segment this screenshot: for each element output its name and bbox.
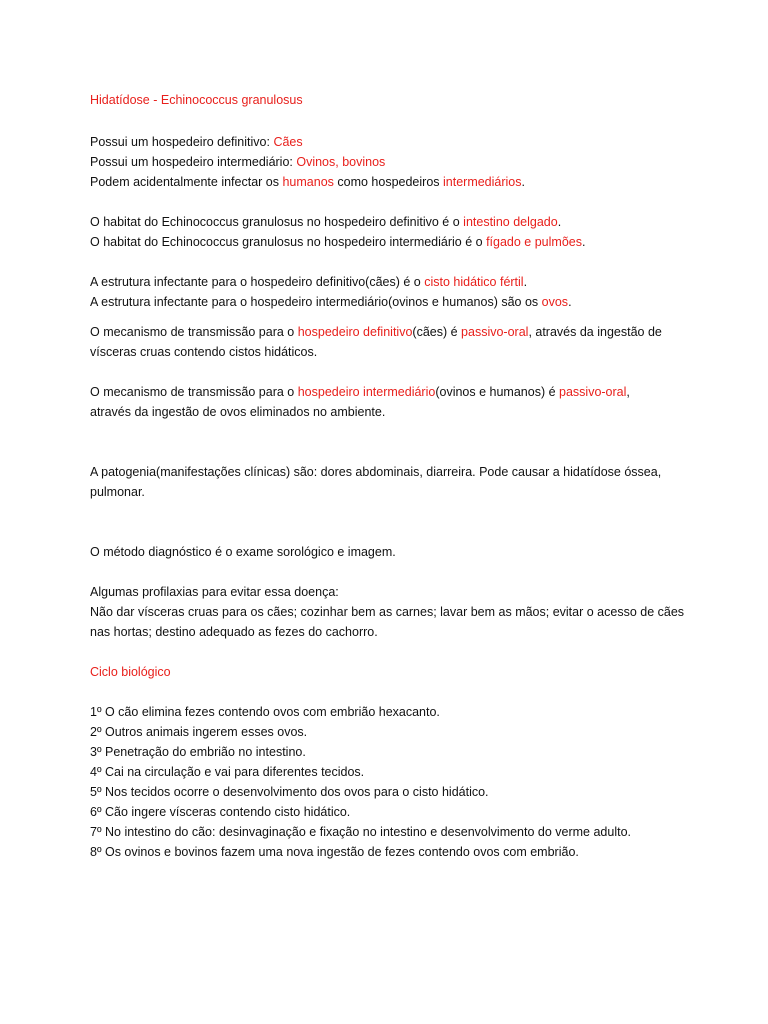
transmission-definitive-line-1 <box>90 322 690 342</box>
habitat-intermediate-line <box>90 232 690 252</box>
cycle-step: 6º Cão ingere vísceras contendo cisto hidático. <box>90 805 351 819</box>
accidental-end-text: . <box>521 175 525 189</box>
host-intermediate-label: Possui um hospedeiro intermediário: <box>90 155 297 169</box>
transmission-definitive-mode: passivo-oral <box>461 325 529 339</box>
infective-definitive-text: A estrutura infectante para o hospedeiro definitivo(cães) é o <box>90 275 425 289</box>
cycle-step: 8º Os ovinos e bovinos fazem uma nova ingestão de fezes contendo ovos com embrião. <box>90 845 579 859</box>
cycle-step: 2º Outros animais ingerem esses ovos. <box>90 725 308 739</box>
prophylaxis-line-2: nas hortas; destino adequado as fezes do cachorro. <box>90 625 378 639</box>
cycle-step: 7º No intestino do cão: desinvaginação e fixação no intestino e desenvolvimento do verme adulto. <box>90 825 632 839</box>
habitat-definitive-end: . <box>557 215 562 229</box>
transmission-intermediate-line-2: através da ingestão de ovos eliminados no ambiente. <box>90 405 386 419</box>
accidental-humans-text: humanos <box>282 175 334 189</box>
host-intermediate-line <box>90 152 690 172</box>
transmission-definitive-mid: (cães) é <box>412 325 462 339</box>
transmission-definitive-host: hospedeiro definitivo <box>297 325 413 339</box>
habitat-definitive-text: O habitat do Echinococcus granulosus no hospedeiro definitivo é o <box>90 215 464 229</box>
cycle-steps-list <box>90 702 690 862</box>
transmission-intermediate-line-1 <box>90 382 690 402</box>
pathogenesis-line-1: A patogenia(manifestações clínicas) são: dores abdominais, diarreira. Pode causar a hidatídose óssea, <box>90 465 662 479</box>
host-definitive-label: Possui um hospedeiro definitivo: <box>90 135 274 149</box>
cycle-step: 3º Penetração do embrião no intestino. <box>90 745 306 759</box>
prophylaxis-intro: Algumas profilaxias para evitar essa doença: <box>90 585 339 599</box>
document-title: Hidatídose - Echinococcus granulosus <box>90 93 303 107</box>
accidental-host-line <box>90 172 690 192</box>
infective-definitive-line <box>90 272 690 292</box>
diagnosis-line: O método diagnóstico é o exame sorológico e imagem. <box>90 545 396 559</box>
infective-definitive-value: cisto hidático fértil <box>424 275 524 289</box>
infective-definitive-end: . <box>523 275 528 289</box>
host-definitive-value: Cães <box>273 135 303 149</box>
pathogenesis-line-2: pulmonar. <box>90 485 145 499</box>
cycle-step: 5º Nos tecidos ocorre o desenvolvimento dos ovos para o cisto hidático. <box>90 785 489 799</box>
transmission-intermediate-mid: (ovinos e humanos) é <box>435 385 560 399</box>
host-definitive-line <box>90 132 690 152</box>
transmission-intermediate-host: hospedeiro intermediário <box>297 385 436 399</box>
transmission-definitive-pre: O mecanismo de transmissão para o <box>90 325 298 339</box>
habitat-definitive-value: intestino delgado <box>463 215 558 229</box>
infective-intermediate-text: A estrutura infectante para o hospedeiro intermediário(ovinos e humanos) são os <box>90 295 542 309</box>
document-page <box>90 90 690 862</box>
transmission-definitive-end: , através da ingestão de <box>528 325 662 339</box>
transmission-intermediate-pre: O mecanismo de transmissão para o <box>90 385 298 399</box>
transmission-intermediate-end: , <box>626 385 630 399</box>
accidental-intermediate-text: intermediários <box>443 175 522 189</box>
habitat-intermediate-value: fígado e pulmões <box>486 235 582 249</box>
infective-intermediate-value: ovos <box>541 295 569 309</box>
transmission-intermediate-mode: passivo-oral <box>559 385 627 399</box>
habitat-definitive-line <box>90 212 690 232</box>
prophylaxis-line-1: Não dar vísceras cruas para os cães; cozinhar bem as carnes; lavar bem as mãos; evitar o acesso de cães <box>90 605 685 619</box>
accidental-pre-text: Podem acidentalmente infectar os <box>90 175 283 189</box>
cycle-title: Ciclo biológico <box>90 665 171 679</box>
infective-intermediate-line <box>90 292 690 312</box>
infective-intermediate-end: . <box>568 295 572 309</box>
habitat-intermediate-end: . <box>581 235 586 249</box>
cycle-step: 1º O cão elimina fezes contendo ovos com embrião hexacanto. <box>90 705 440 719</box>
habitat-intermediate-text: O habitat do Echinococcus granulosus no hospedeiro intermediário é o <box>90 235 487 249</box>
host-intermediate-value: Ovinos, bovinos <box>296 155 386 169</box>
cycle-step: 4º Cai na circulação e vai para diferentes tecidos. <box>90 765 365 779</box>
accidental-mid-text: como hospedeiros <box>333 175 443 189</box>
transmission-definitive-line-2: vísceras cruas contendo cistos hidáticos. <box>90 345 318 359</box>
